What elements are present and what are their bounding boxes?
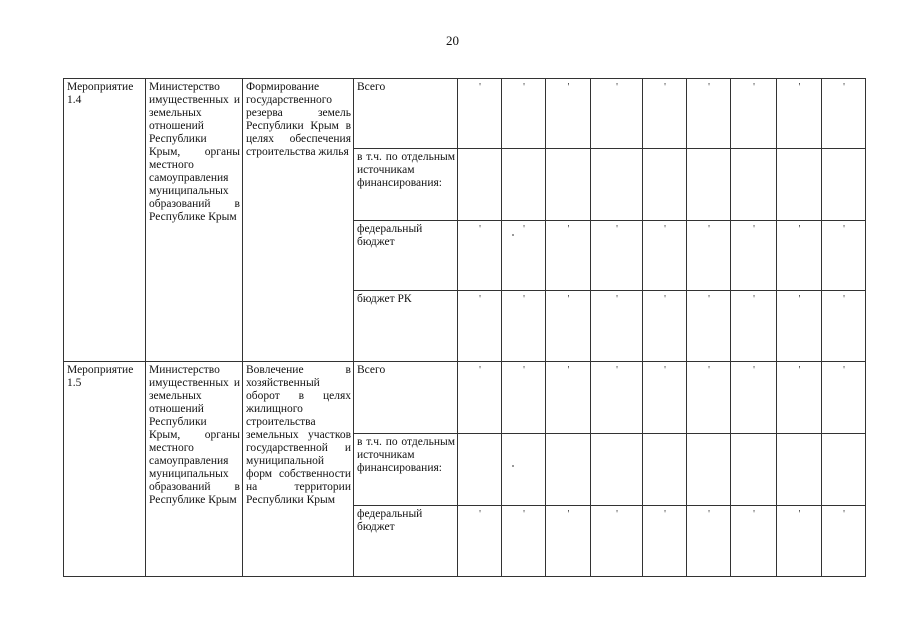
value-mark: ' (523, 224, 525, 235)
value-mark: ' (567, 365, 570, 376)
value-mark: ' (523, 294, 525, 305)
description-cell: Вовлечение в хозяйственный оборот в целях жилищного строительства земельных участков государственной и муниципальной форм собственности на территории Республики Крым (243, 362, 354, 577)
value-mark: ' (798, 82, 801, 93)
value-mark: ' (479, 224, 481, 235)
value-cell (643, 221, 687, 291)
value-cell (502, 221, 546, 291)
value-cell (731, 79, 777, 149)
value-cell (546, 506, 591, 577)
value-cell (822, 291, 866, 362)
value-cell (643, 149, 687, 221)
table-row (64, 362, 901, 434)
value-cell (502, 291, 546, 362)
value-mark: ' (708, 82, 710, 93)
value-cell (643, 362, 687, 434)
value-cell (822, 79, 866, 149)
value-cell (731, 291, 777, 362)
value-mark: ' (664, 224, 666, 235)
value-mark: ' (479, 365, 481, 376)
value-cell (546, 291, 591, 362)
value-mark: ' (664, 294, 666, 305)
value-mark: ' (753, 509, 755, 520)
value-cell (731, 221, 777, 291)
value-mark: ' (798, 224, 801, 235)
executor-cell: Министерство имущественных и земельных отношений Республики Крым, органы местного самоуправления муниципальных образований в Республике Крым (146, 362, 243, 577)
measure-label-cell: Мероприятие 1.5 (64, 362, 146, 577)
value-cell (822, 434, 866, 506)
value-mark: ' (753, 224, 755, 235)
measure-label-cell: Мероприятие 1.4 (64, 79, 146, 362)
program-activities-table (63, 78, 901, 577)
value-cell (546, 79, 591, 149)
value-cell (731, 506, 777, 577)
value-mark: ' (616, 365, 618, 376)
table-row (64, 79, 901, 149)
executor-cell: Министерство имущественных и земельных отношений Республики Крым, органы местного самоуправления муниципальных образований в Республике Крым (146, 79, 243, 362)
value-cell (458, 362, 502, 434)
value-cell (777, 362, 822, 434)
value-cell (458, 79, 502, 149)
value-cell (458, 291, 502, 362)
value-cell (458, 506, 502, 577)
scan-artifact (512, 234, 514, 236)
value-mark: ' (664, 509, 666, 520)
table-body (64, 79, 901, 577)
funding-source-cell: федеральный бюджет (354, 221, 458, 291)
value-cell (822, 221, 866, 291)
value-mark: ' (479, 509, 481, 520)
value-cell (546, 221, 591, 291)
value-cell (546, 149, 591, 221)
value-mark: ' (708, 509, 710, 520)
value-mark: ' (523, 365, 525, 376)
value-mark: ' (523, 82, 525, 93)
value-cell (591, 79, 643, 149)
value-mark: ' (753, 82, 755, 93)
value-cell (502, 434, 546, 506)
value-mark: ' (798, 365, 801, 376)
value-mark: ' (523, 509, 525, 520)
value-mark: ' (708, 224, 710, 235)
value-cell (458, 434, 502, 506)
value-mark: ' (664, 82, 666, 93)
value-cell (687, 506, 731, 577)
value-cell (777, 506, 822, 577)
value-cell (822, 506, 866, 577)
value-mark: ' (708, 294, 710, 305)
value-cell (822, 362, 866, 434)
value-cell (546, 362, 591, 434)
scan-artifact (512, 465, 514, 467)
value-cell (502, 506, 546, 577)
value-mark: ' (616, 224, 618, 235)
value-mark: ' (567, 294, 570, 305)
value-mark: ' (843, 365, 845, 376)
value-cell (643, 79, 687, 149)
value-cell (777, 149, 822, 221)
page-number: 20 (446, 33, 459, 48)
value-cell (731, 149, 777, 221)
value-mark: ' (753, 365, 755, 376)
description-cell: Формирование государственного резерва земель Республики Крым в целях обеспечения строительства жилья (243, 79, 354, 362)
value-mark: ' (616, 294, 618, 305)
funding-source-cell: Всего (354, 362, 458, 434)
funding-source-cell: федеральный бюджет (354, 506, 458, 577)
value-mark: ' (843, 294, 845, 305)
value-cell (458, 221, 502, 291)
program-table-container (63, 78, 901, 577)
value-mark: ' (479, 294, 481, 305)
value-cell (687, 291, 731, 362)
value-cell (546, 434, 591, 506)
value-mark: ' (567, 509, 570, 520)
value-cell (643, 434, 687, 506)
value-mark: ' (708, 365, 710, 376)
value-mark: ' (664, 365, 666, 376)
value-cell (643, 506, 687, 577)
value-cell (502, 362, 546, 434)
value-mark: ' (798, 509, 801, 520)
value-cell (458, 149, 502, 221)
value-mark: ' (616, 509, 618, 520)
value-cell (731, 362, 777, 434)
value-mark: ' (567, 82, 570, 93)
value-mark: ' (843, 509, 845, 520)
value-cell (822, 149, 866, 221)
value-cell (687, 221, 731, 291)
value-cell (687, 434, 731, 506)
value-mark: ' (843, 82, 845, 93)
value-cell (502, 79, 546, 149)
value-cell (591, 434, 643, 506)
value-cell (502, 149, 546, 221)
funding-source-cell: в т.ч. по отдельным источникам финансирования: (354, 149, 458, 221)
funding-source-cell: бюджет РК (354, 291, 458, 362)
value-cell (643, 291, 687, 362)
value-cell (777, 79, 822, 149)
funding-source-cell: Всего (354, 79, 458, 149)
funding-source-cell: в т.ч. по отдельным источникам финансирования: (354, 434, 458, 506)
value-cell (731, 434, 777, 506)
value-cell (687, 149, 731, 221)
value-cell (687, 79, 731, 149)
value-cell (687, 362, 731, 434)
value-cell (591, 362, 643, 434)
value-mark: ' (753, 294, 755, 305)
value-mark: ' (843, 224, 845, 235)
value-cell (591, 506, 643, 577)
value-cell (591, 221, 643, 291)
value-cell (777, 434, 822, 506)
value-cell (591, 149, 643, 221)
value-mark: ' (567, 224, 570, 235)
value-mark: ' (798, 294, 801, 305)
value-cell (777, 291, 822, 362)
value-cell (591, 291, 643, 362)
value-mark: ' (479, 82, 481, 93)
value-mark: ' (616, 82, 618, 93)
value-cell (777, 221, 822, 291)
